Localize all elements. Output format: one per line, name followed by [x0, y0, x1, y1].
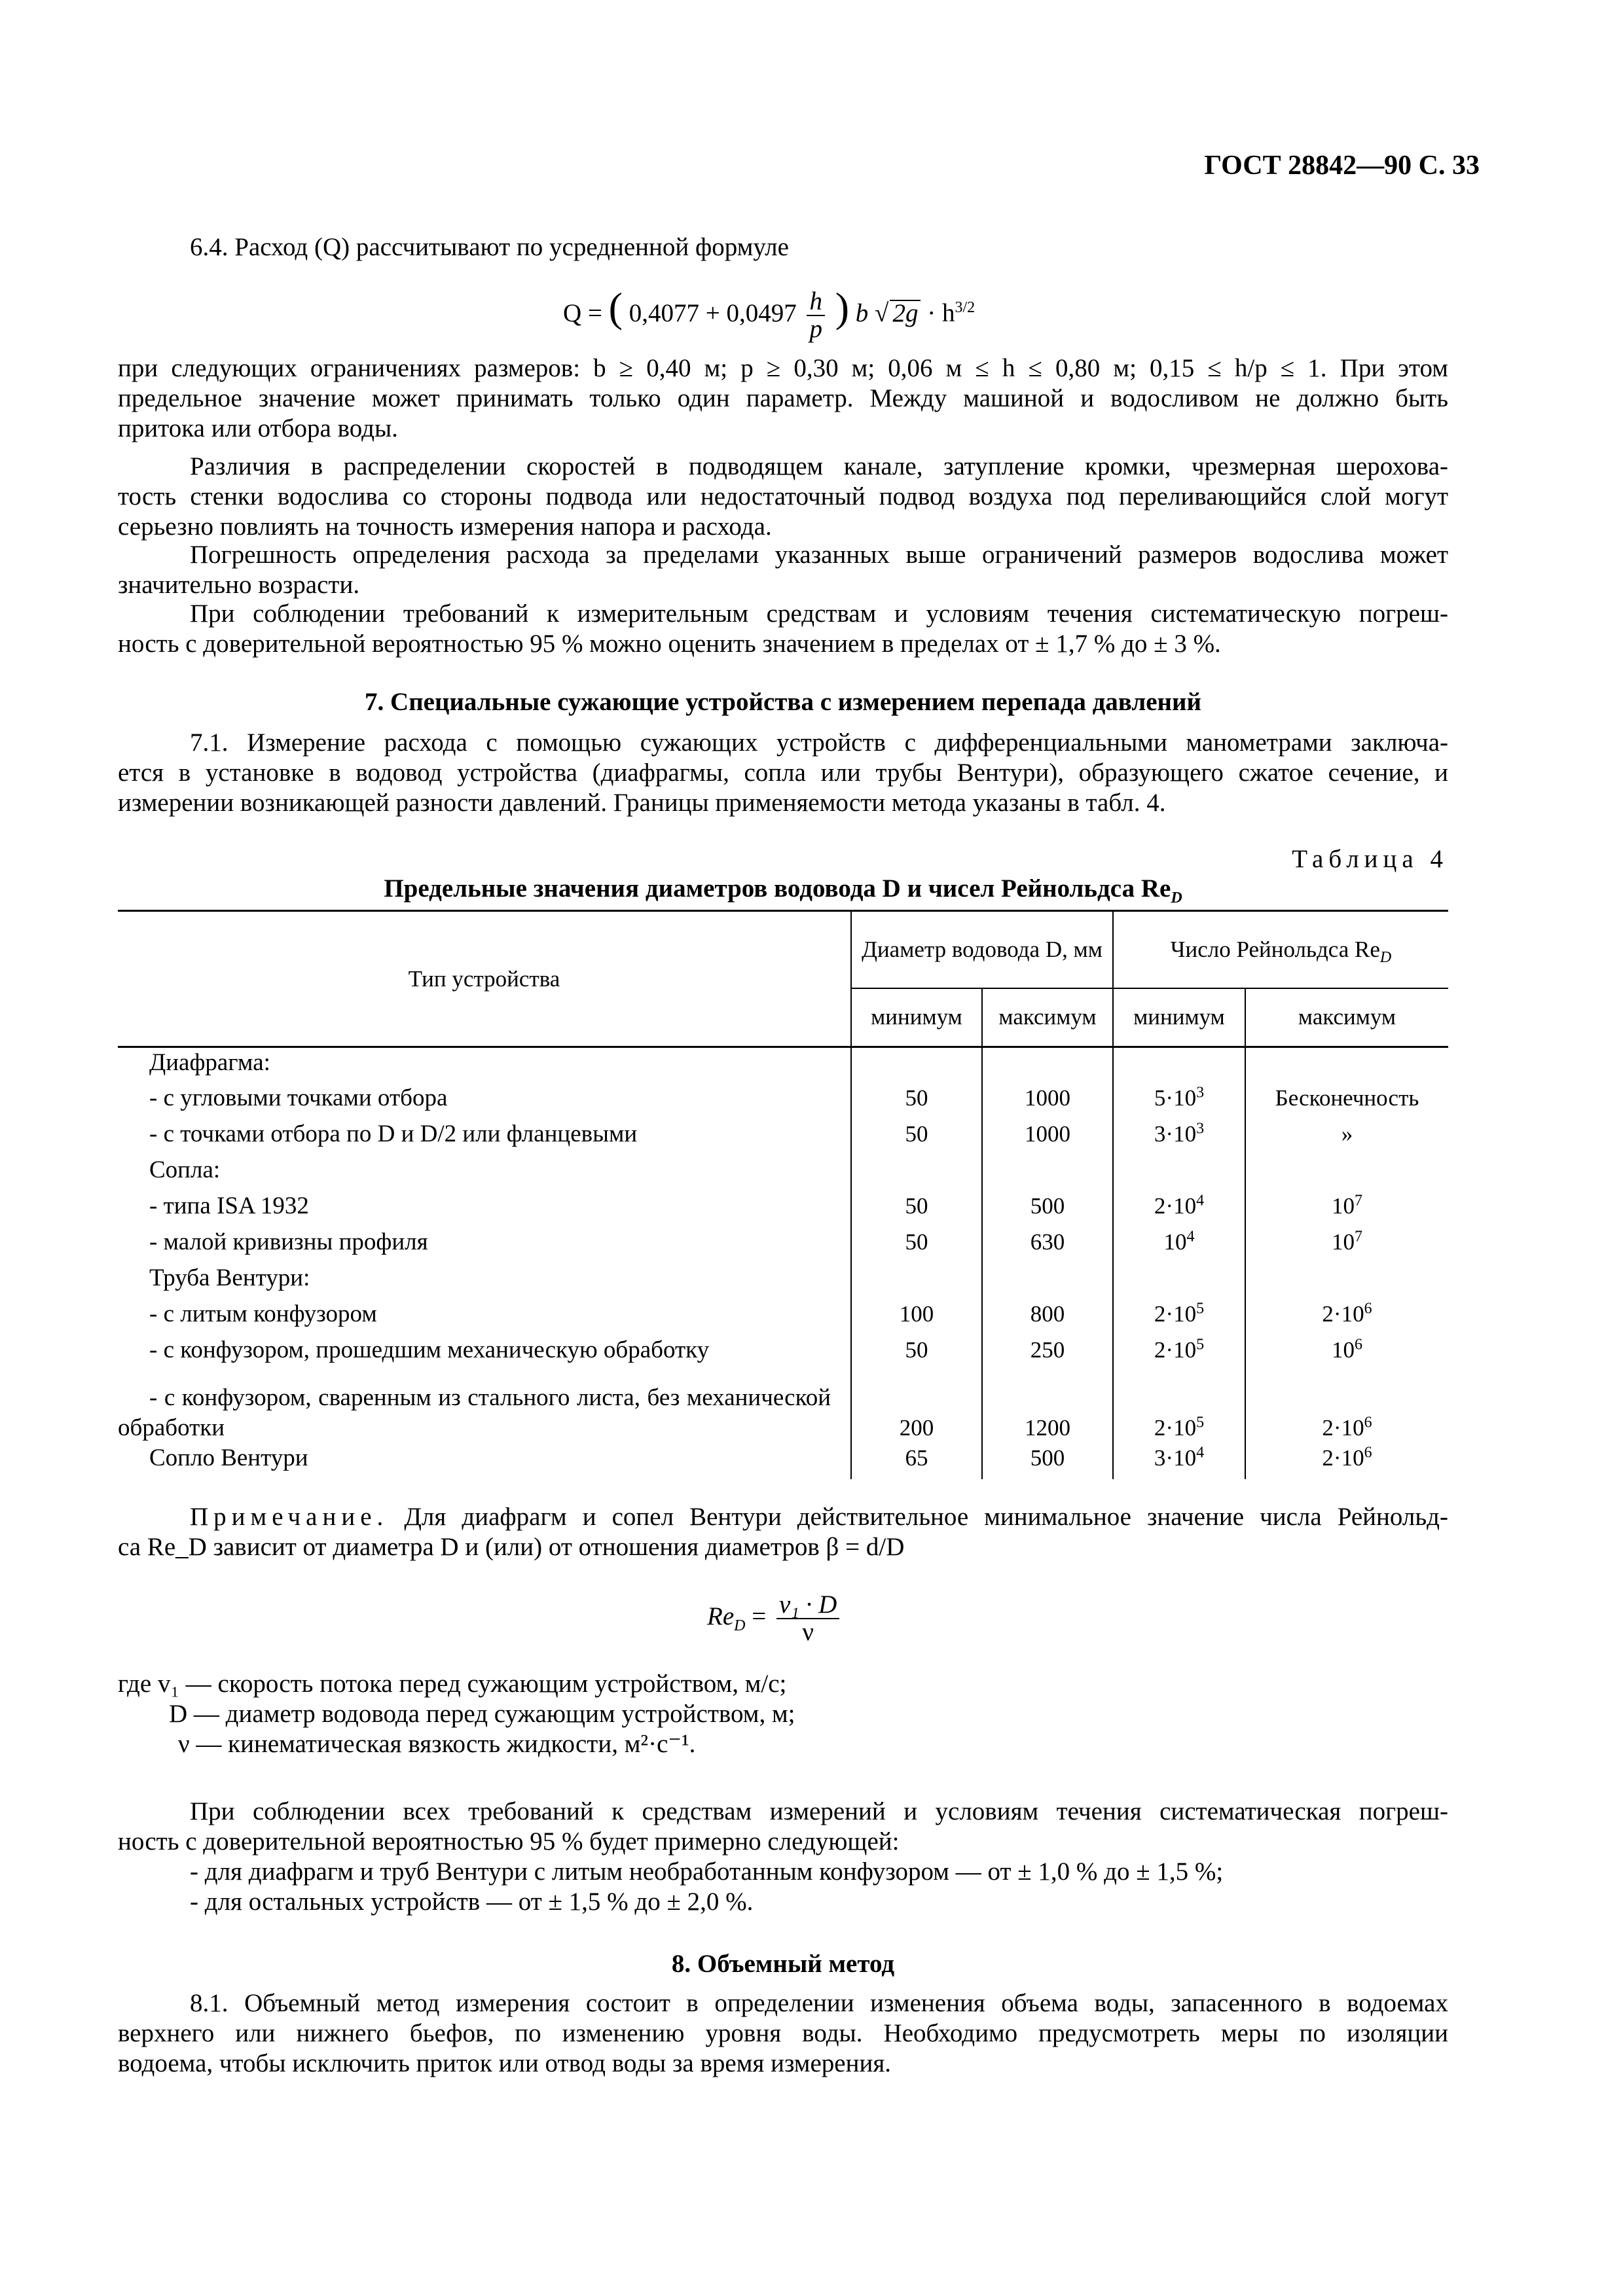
formula-q-part3: · h: [927, 299, 955, 327]
cell-diam-max: 1200: [982, 1371, 1113, 1443]
cell-re-min: [1113, 1371, 1245, 1443]
cell-re-max: [1245, 1335, 1448, 1371]
s7-title: 7. Специальные сужающие устройства с измерением перепада давлений: [365, 688, 1201, 716]
cell-re-min-base: 3·10: [1154, 1121, 1197, 1147]
s8-line2: верхнего или нижнего бьефов, по изменению уровня воды. Необходимо предусмотреть меры по изоляции: [118, 2019, 1448, 2047]
cell-re-min-base: 3·10: [1154, 1444, 1197, 1471]
cell-diam-min: [851, 1155, 982, 1191]
cell-re-max-base: Бесконечность: [1275, 1085, 1419, 1111]
cell-re-min-exp: 5: [1196, 1299, 1205, 1317]
table4-caption-text: Предельные значения диаметров водовода D и чисел Рейнольдса Re: [384, 874, 1171, 903]
formula-re-num: v₁ · D: [776, 1592, 839, 1619]
th-diam-min: минимум: [851, 988, 982, 1047]
table4-caption: [118, 874, 1448, 904]
s64-para3: [118, 540, 1448, 600]
note-word: Примечание.: [190, 1503, 389, 1531]
cell-device-type: Сопла:: [149, 1156, 221, 1183]
s64-para4-line2: ность с доверительной вероятностью 95 % можно оценить значением в пределах от ± 1,7 % до ± 3 %.: [118, 630, 1221, 658]
formula-re-fraction: [776, 1592, 839, 1645]
formula-re: $Re_D$ = $\frac{\text{v₁ · D}}{\nu}$: [707, 1581, 969, 1653]
table-row: [118, 1083, 1448, 1119]
cell-re-max: [1245, 1083, 1448, 1119]
table-row: [118, 1119, 1448, 1155]
cell-diam-max: 250: [982, 1335, 1113, 1371]
table-row: [118, 1335, 1448, 1371]
s7-para1-line3: измерении возникающей разности давлений. Границы применяемости метода указаны в табл. 4.: [118, 789, 1166, 817]
th-re-min: минимум: [1113, 988, 1245, 1047]
table-row: [118, 1371, 1448, 1443]
cell-diam-min: [851, 1263, 982, 1299]
s64-para1-line3: притока или отбора воды.: [118, 414, 398, 442]
s8-line1: 8.1. Объемный метод измерения состоит в определении изменения объема воды, запасенного в водоемах: [190, 1989, 1448, 2017]
th-reynolds: [1113, 911, 1448, 988]
cell-re-min-exp: 4: [1186, 1227, 1195, 1245]
cell-diam-min: 100: [851, 1299, 982, 1335]
table-row: [118, 1191, 1448, 1227]
th-device-type: Тип устройства: [118, 911, 851, 1047]
formula-q-lhs: Q =: [563, 299, 602, 327]
cell-re-min: [1113, 1263, 1245, 1299]
s64-para4: [118, 599, 1448, 659]
cell-re-max: [1245, 1227, 1448, 1263]
cell-device-type: - малой кривизны профиля: [149, 1228, 428, 1255]
cell-re-max: [1245, 1371, 1448, 1443]
cell-diam-min: 200: [851, 1371, 982, 1443]
formula-q-num: h: [807, 289, 825, 316]
formula-re-den: ν: [802, 1618, 814, 1647]
th-reynolds-text: Число Рейнольдса Re: [1170, 936, 1380, 962]
cell-re-max-exp: 6: [1364, 1299, 1372, 1317]
cell-re-min-exp: 5: [1196, 1335, 1205, 1353]
table4-label: Таблица 4: [1292, 845, 1448, 873]
cell-re-max: [1245, 1191, 1448, 1227]
cell-re-max: [1245, 1299, 1448, 1335]
cell-re-min-base: 2·10: [1154, 1336, 1197, 1363]
cell-diam-min: 50: [851, 1335, 982, 1371]
cell-diam-min: 65: [851, 1443, 982, 1479]
where-line1: где v₁ — скорость потока перед сужающим устройством, м/с;: [118, 1670, 787, 1698]
cell-diam-min: 50: [851, 1227, 982, 1263]
cell-diam-max: [982, 1263, 1113, 1299]
formula-q-den: p: [809, 315, 822, 344]
s7b-bullet2: - для остальных устройств — от ± 1,5 % до ± 2,0 %.: [190, 1888, 754, 1916]
cell-re-min: [1113, 1119, 1245, 1155]
s7-para1: [118, 728, 1448, 818]
cell-re-max-base: 10: [1332, 1229, 1355, 1255]
where-line3: ν — кинематическая вязкость жидкости, м²·с⁻¹.: [178, 1730, 696, 1758]
s64-para2-line2: тость стенки водослива со стороны подвода или недостаточный подвод воздуха под переливающийся слой могут: [118, 482, 1448, 511]
cell-device-type: - с точками отбора по D и D/2 или фланцевыми: [149, 1120, 638, 1147]
note-line1-rest: Для диафрагм и сопел Вентури действительное минимальное значение числа Рейнольд-: [388, 1503, 1448, 1531]
cell-re-min-exp: 3: [1196, 1119, 1205, 1137]
cell-re-max-base: 10: [1332, 1336, 1355, 1363]
s64-para1: [118, 353, 1448, 444]
th-reynolds-sub: D: [1379, 948, 1392, 966]
cell-re-max-base: 2·10: [1322, 1414, 1364, 1441]
where-line2: D — диаметр водовода перед сужающим устройством, м;: [169, 1700, 795, 1728]
s7b-para: [118, 1797, 1448, 1917]
table4: [118, 910, 1448, 1479]
cell-diam-max: [982, 1047, 1113, 1083]
page-header: ГОСТ 28842—90 С. 33: [1204, 151, 1480, 181]
cell-diam-max: 1000: [982, 1083, 1113, 1119]
cell-re-min: [1113, 1155, 1245, 1191]
s64-para2: [118, 452, 1448, 542]
table4-body: [118, 1047, 1448, 1479]
s64-para4-line1: При соблюдении требований к измерительным средствам и условиям течения систематическую погреш-: [190, 600, 1448, 628]
cell-device-type: - с литым конфузором: [149, 1300, 377, 1327]
cell-device-type: Сопло Вентури: [149, 1444, 308, 1471]
cell-device-type: - типа ISA 1932: [149, 1192, 309, 1219]
cell-diam-max: 630: [982, 1227, 1113, 1263]
cell-re-max: [1245, 1155, 1448, 1191]
cell-re-min-exp: 3: [1196, 1083, 1205, 1101]
table-row: [118, 1443, 1448, 1479]
cell-re-min-base: 2·10: [1154, 1300, 1197, 1327]
cell-re-max-base: 10: [1332, 1193, 1355, 1219]
s7b-line2: ность с доверительной вероятностью 95 % будет примерно следующей:: [118, 1827, 900, 1856]
cell-re-min-base: 10: [1163, 1229, 1187, 1255]
formula-re-lhs-sub: D: [734, 1617, 746, 1634]
note-line1: [118, 1502, 1448, 1532]
cell-re-max-base: »: [1341, 1121, 1353, 1147]
cell-re-max: [1245, 1443, 1448, 1479]
cell-re-max-exp: 7: [1355, 1227, 1362, 1245]
s64-para2-line3: серьезно повлиять на точность измерения напора и расхода.: [118, 512, 772, 541]
formula-q-part2: b: [855, 299, 869, 327]
cell-device-type: Диафрагма:: [149, 1049, 270, 1076]
cell-re-min-base: 2·10: [1154, 1414, 1197, 1441]
cell-re-min: [1113, 1083, 1245, 1119]
cell-re-max: [1245, 1263, 1448, 1299]
cell-re-max-base: 2·10: [1322, 1300, 1364, 1327]
s7b-line1: При соблюдении всех требований к средствам измерений и условиям течения систематическая погреш-: [190, 1797, 1448, 1825]
formula-re-lhs: Re: [707, 1602, 735, 1630]
cell-device-type: - с конфузором, прошедшим механическую обработку: [149, 1336, 710, 1363]
table-row: [118, 1155, 1448, 1191]
table-row: [118, 1047, 1448, 1083]
note-where: [118, 1669, 1448, 1759]
cell-re-min-exp: 5: [1196, 1413, 1205, 1431]
formula-q-sqrt: 2g: [890, 300, 921, 326]
cell-device-type: - с конфузором, сваренным из стального листа, без механической обработки: [118, 1384, 831, 1441]
s64-intro: 6.4. Расход (Q) рассчитывают по усредненной формуле: [190, 233, 789, 261]
cell-re-min: [1113, 1299, 1245, 1335]
cell-diam-max: 500: [982, 1191, 1113, 1227]
cell-device-type: Труба Вентури:: [149, 1264, 310, 1291]
formula-q-exp: 3/2: [955, 299, 976, 316]
note: [118, 1502, 1448, 1562]
cell-re-max: [1245, 1047, 1448, 1083]
s64-para1-line2: предельное значение может принимать только один параметр. Между машиной и водосливом не должно быть: [118, 384, 1448, 412]
cell-diam-min: 50: [851, 1083, 982, 1119]
cell-re-min-exp: 4: [1196, 1191, 1205, 1209]
table-row: [118, 1227, 1448, 1263]
cell-diam-max: 800: [982, 1299, 1113, 1335]
s7-para1-line1: 7.1. Измерение расхода с помощью сужающих устройств с дифференциальными манометрами заключа-: [190, 728, 1448, 757]
table4-caption-sub: D: [1171, 889, 1182, 906]
s8-title: 8. Объемный метод: [671, 1950, 895, 1978]
cell-re-min: [1113, 1335, 1245, 1371]
cell-re-min: [1113, 1191, 1245, 1227]
cell-diam-max: 500: [982, 1443, 1113, 1479]
note-line2: са Re_D зависит от диаметра D и (или) от отношения диаметров β = d/D: [118, 1533, 905, 1561]
cell-re-min: [1113, 1227, 1245, 1263]
cell-device-type: - с угловыми точками отбора: [149, 1084, 448, 1111]
cell-re-min-exp: 4: [1196, 1443, 1205, 1461]
table-row: [118, 1263, 1448, 1299]
cell-diam-min: [851, 1047, 982, 1083]
s7b-bullet1: - для диафрагм и труб Вентури с литым необработанным конфузором — от ± 1,0 % до ± 1,5 %;: [190, 1857, 1224, 1886]
cell-re-max-base: 2·10: [1322, 1444, 1364, 1471]
formula-q-part1: 0,4077 + 0,0497: [629, 299, 797, 327]
s8-line3: водоема, чтобы исключить приток или отвод воды за время измерения.: [118, 2049, 892, 2077]
cell-diam-min: 50: [851, 1119, 982, 1155]
s64-para3-line1: Погрешность определения расхода за пределами указанных выше ограничений размеров водослива может: [190, 541, 1448, 569]
cell-diam-max: [982, 1155, 1113, 1191]
cell-re-max-exp: 7: [1355, 1191, 1362, 1209]
cell-re-min: [1113, 1047, 1245, 1083]
cell-diam-max: 1000: [982, 1119, 1113, 1155]
cell-re-min-base: 2·10: [1154, 1193, 1197, 1219]
th-diameter: Диаметр водовода D, мм: [851, 911, 1113, 988]
s64-para2-line1: Различия в распределении скоростей в подводящем канале, затупление кромки, чрезмерная шерохова-: [190, 452, 1448, 480]
cell-re-max: [1245, 1119, 1448, 1155]
formula-q-fraction: [807, 289, 825, 342]
cell-re-min-base: 5·10: [1154, 1085, 1197, 1111]
cell-re-max-exp: 6: [1364, 1413, 1372, 1431]
cell-re-min: [1113, 1443, 1245, 1479]
cell-re-max-exp: 6: [1355, 1335, 1362, 1353]
table-row: [118, 1299, 1448, 1335]
s8-para: [118, 1988, 1448, 2079]
s7-para1-line2: ется в установке в водовод устройства (диафрагмы, сопла или трубы Вентури), образующего сжатое сечение, и: [118, 759, 1448, 787]
s64-para3-line2: значительно возрасти.: [118, 571, 360, 599]
s64-para1-line1: при следующих ограничениях размеров: b ≥ 0,40 м; p ≥ 0,30 м; 0,06 м ≤ h ≤ 0,80 м; 0,15 ≤ h/p ≤ 1. При этом: [118, 354, 1448, 382]
th-diam-max: максимум: [982, 988, 1113, 1047]
cell-re-max-exp: 6: [1364, 1443, 1372, 1461]
formula-q: Q = ( 0,4077 + 0,0497 $\frac{h}{p}$ ) b √ $2g \cdot h^{3/2}$: [563, 284, 976, 344]
cell-diam-min: 50: [851, 1191, 982, 1227]
th-re-max: максимум: [1245, 988, 1448, 1047]
